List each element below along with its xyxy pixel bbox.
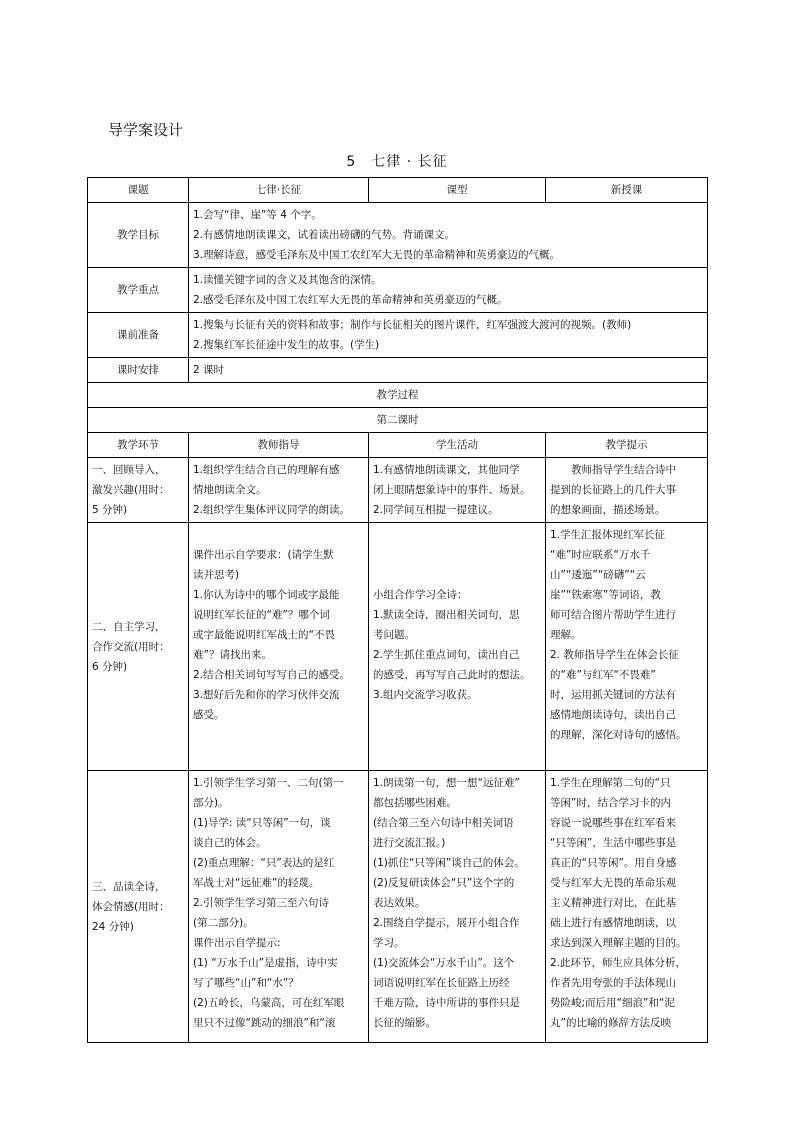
stage-line: 24 分钟)	[92, 920, 134, 933]
stage-cell	[88, 771, 189, 1043]
document-heading: 导学案设计	[108, 121, 184, 139]
teacher-line	[193, 525, 364, 545]
tips-line: 础上进行有感情地朗读，以	[550, 917, 676, 929]
goals-label: 教学目标	[88, 203, 189, 268]
key-point-item: 1.读懂关键字词的含义及其饱含的深情。	[193, 274, 382, 286]
tips-line: 师可结合图片帮助学生进行	[550, 609, 676, 621]
goals-content	[189, 203, 708, 268]
teacher-line: 1.引领学生学习第一、二句(第一	[193, 777, 344, 789]
tips-line: 时，运用抓关键词的方法有	[550, 689, 676, 701]
hours-label: 课时安排	[88, 358, 189, 383]
teacher-line: 写了哪些“山”和“水”？	[193, 977, 299, 989]
tips-line: 丸”的比喻的修辞方法反映	[550, 1017, 671, 1029]
type-value: 新授课	[546, 178, 708, 203]
tips-line: 的理解，深化对诗句的感悟。	[550, 729, 687, 741]
column-header-teacher: 教师指导	[189, 433, 369, 458]
teacher-line: 2.组织学生集体评议同学的朗读。	[193, 504, 351, 516]
tips-line: 受与红军大无畏的革命乐观	[550, 877, 676, 889]
process-title-row	[88, 383, 708, 408]
stage-line: 合作交流(用时：	[92, 640, 170, 653]
teacher-line: 课件出示自学要求：(请学生默	[193, 549, 334, 561]
key-points-row	[88, 268, 708, 313]
student-line: 都包括哪些困难。	[373, 797, 457, 809]
hours-value: 2 课时	[189, 358, 708, 383]
column-header-student: 学生活动	[369, 433, 546, 458]
student-line: 表达效果。	[373, 897, 426, 909]
student-cell	[369, 458, 546, 523]
goal-item: 3.理解诗意，感受毛泽东及中国工农红军大无畏的革命精神和英勇豪迈的气概。	[193, 249, 561, 261]
table-row	[88, 458, 708, 523]
teacher-line: 1.你认为诗中的哪个词或字最能	[193, 589, 340, 601]
student-line: 2.围绕自学提示，展开小组合作	[373, 917, 520, 929]
prep-item: 2.搜集红军长征途中发生的故事。(学生)	[193, 339, 380, 351]
stage-line: 6 分钟)	[92, 660, 128, 673]
table-row	[88, 771, 708, 1043]
student-line: 3.组内交流学习收获。	[373, 689, 478, 701]
type-label: 课型	[369, 178, 546, 203]
student-line: 千难万险，诗中所讲的事件只是	[373, 997, 520, 1009]
period-title: 第二课时	[88, 408, 708, 433]
teacher-cell	[189, 523, 369, 771]
teacher-line: 感受。	[193, 709, 225, 721]
topic-label: 课题	[88, 178, 189, 203]
teacher-line: (1) “万水千山”是虚指，诗中实	[193, 957, 338, 969]
student-line: 1.有感情地朗读课文，其他同学	[373, 464, 520, 476]
prep-row	[88, 313, 708, 358]
teacher-line: 军战士对“远征难”的轻蔑。	[193, 877, 320, 889]
teacher-cell	[189, 458, 369, 523]
student-line: 1.默读全诗，圈出相关词句，思	[373, 609, 520, 621]
teacher-line: (2)五岭长，乌蒙高，可在红军眼	[193, 997, 345, 1009]
student-line: (结合第三至六句诗中相关词语	[373, 817, 514, 829]
student-line: 2.同学间互相提一提建议。	[373, 504, 499, 516]
teacher-line: 难”？请找出来。	[193, 649, 272, 661]
student-line: (1)交流体会“万水千山”。这个	[373, 957, 515, 969]
process-title: 教学过程	[88, 383, 708, 408]
student-line: 考问题。	[373, 629, 415, 641]
period-title-row	[88, 408, 708, 433]
student-cell	[369, 771, 546, 1043]
prep-label: 课前准备	[88, 313, 189, 358]
student-line	[373, 525, 541, 545]
stage-line: 一、回顾导入，	[92, 464, 166, 476]
teacher-line: 部分)。	[193, 797, 229, 809]
teacher-line: (2)重点理解：“只”表达的是红	[193, 857, 335, 869]
student-line: 进行交流汇报。)	[373, 837, 446, 849]
teacher-line: 课件出示自学提示:	[193, 937, 281, 949]
stage-line: 三、品读全诗，	[92, 880, 166, 893]
hours-row	[88, 358, 708, 383]
key-point-item: 2.感受毛泽东及中国工农红军大无畏的革命精神和英勇豪迈的气概。	[193, 294, 508, 306]
teacher-line: (1)导学: 读“只等闲”一句，谈	[193, 817, 331, 829]
goal-item: 2.有感情地朗读课文，试着读出磅礴的气势。背诵课文。	[193, 229, 456, 241]
stage-line: 二、自主学习，	[92, 620, 166, 633]
stage-line: 体会情感(用时：	[92, 900, 170, 913]
teacher-cell	[189, 771, 369, 1043]
lesson-plan-table	[87, 177, 708, 1043]
tips-line: 的“难”与红军“不畏难”	[550, 669, 656, 681]
tips-line: “只等闲”，生活中哪些事是	[550, 837, 677, 849]
teacher-line: 2.引领学生学习第三至六句诗	[193, 897, 330, 909]
tips-line: 2. 教师指导学生在体会长征	[550, 649, 679, 661]
teacher-line: 2.结合相关词句写写自己的感受。	[193, 669, 351, 681]
tips-line: 教师指导学生结合诗中	[550, 464, 676, 476]
key-points-content	[189, 268, 708, 313]
teacher-line: 或字最能说明红军战士的“不畏	[193, 629, 335, 641]
tips-line: 2.此环节，师生应具体分析，	[550, 957, 687, 969]
table-row	[88, 523, 708, 771]
teacher-line: 里只不过像“跳动的细浪”和“滚	[193, 1017, 336, 1029]
tips-line: 感情地朗读诗句，读出自己	[550, 709, 676, 721]
tips-line: 1.学生汇报体现红军长征	[550, 529, 666, 541]
tips-line: “难”时应联系“万水千	[550, 549, 651, 561]
column-header-stage: 教学环节	[88, 433, 189, 458]
teacher-line: 情地朗读全文。	[193, 484, 267, 496]
student-line: (1)抓住“只等闲”谈自己的体会。	[373, 857, 525, 869]
student-line	[373, 565, 541, 585]
student-line: 闭上眼睛想象诗中的事件、场景。	[373, 484, 531, 496]
student-line: 学习。	[373, 937, 405, 949]
tips-line: 1.学生在理解第二句的“只	[550, 777, 671, 789]
student-line	[373, 545, 541, 565]
student-line: 的感受，再写写自己此时的想法。	[373, 669, 531, 681]
prep-item: 1.搜集与长征有关的资料和故事；制作与长征相关的图片课件，红军强渡大渡河的视频。(教师)	[193, 319, 632, 331]
goal-item: 1.会写“律、崖”等 4 个字。	[193, 209, 322, 221]
tips-line: 山”“逶迤”“磅礴”“云	[550, 569, 646, 581]
student-cell	[369, 523, 546, 771]
teacher-line: 读并思考)	[193, 569, 240, 581]
tips-line: 势险峻;而后用“细浪”和“泥	[550, 997, 675, 1009]
tips-line: 的想象画面，描述场景。	[550, 504, 666, 516]
teacher-line: 3.想好后先和你的学习伙伴交流	[193, 689, 340, 701]
teacher-line: 1.组织学生结合自己的理解有感	[193, 464, 340, 476]
tips-line: 等闲”时，结合学习卡的内	[550, 797, 671, 809]
stage-cell	[88, 523, 189, 771]
column-header-tips: 教学提示	[546, 433, 708, 458]
tips-cell	[546, 771, 708, 1043]
tips-line: 求达到深入理解主题的目的。	[550, 937, 687, 949]
tips-line: 崖”“铁索寒”等词语，教	[550, 589, 661, 601]
lesson-title: 5 七律 · 长征	[346, 154, 448, 170]
student-line: (2)反复研读体会“只”这个字的	[373, 877, 515, 889]
goals-row	[88, 203, 708, 268]
tips-cell	[546, 458, 708, 523]
topic-value: 七律·长征	[189, 178, 369, 203]
student-line: 词语说明红军在长征路上历经	[373, 977, 510, 989]
prep-content	[189, 313, 708, 358]
tips-line: 容说一说哪些事在红军看来	[550, 817, 676, 829]
key-points-label: 教学重点	[88, 268, 189, 313]
tips-line: 理解。	[550, 629, 582, 641]
stage-line: 5 分钟)	[92, 504, 128, 516]
student-line: 小组合作学习全诗：	[373, 589, 468, 601]
stage-cell	[88, 458, 189, 523]
student-line: 2.学生抓住重点词句，读出自己	[373, 649, 520, 661]
teacher-line: (第二部分)。	[193, 917, 254, 929]
column-header-row	[88, 433, 708, 458]
tips-line: 提到的长征路上的几件大事	[550, 484, 676, 496]
tips-cell	[546, 523, 708, 771]
tips-line: 作者先用夸张的手法体现山	[550, 977, 676, 989]
stage-line: 激发兴趣(用时：	[92, 484, 170, 496]
tips-line: 主义精神进行对比，在此基	[550, 897, 676, 909]
student-line: 长征的缩影。	[373, 1017, 436, 1029]
teacher-line: 说明红军长征的“难”？哪个词	[193, 609, 330, 621]
topic-row	[88, 178, 708, 203]
teacher-line: 谈自己的体会。	[193, 837, 267, 849]
student-line: 1.朗读第一句，想一想“远征难”	[373, 777, 520, 789]
tips-line: 真正的“只等闲”。用自身感	[550, 857, 677, 869]
